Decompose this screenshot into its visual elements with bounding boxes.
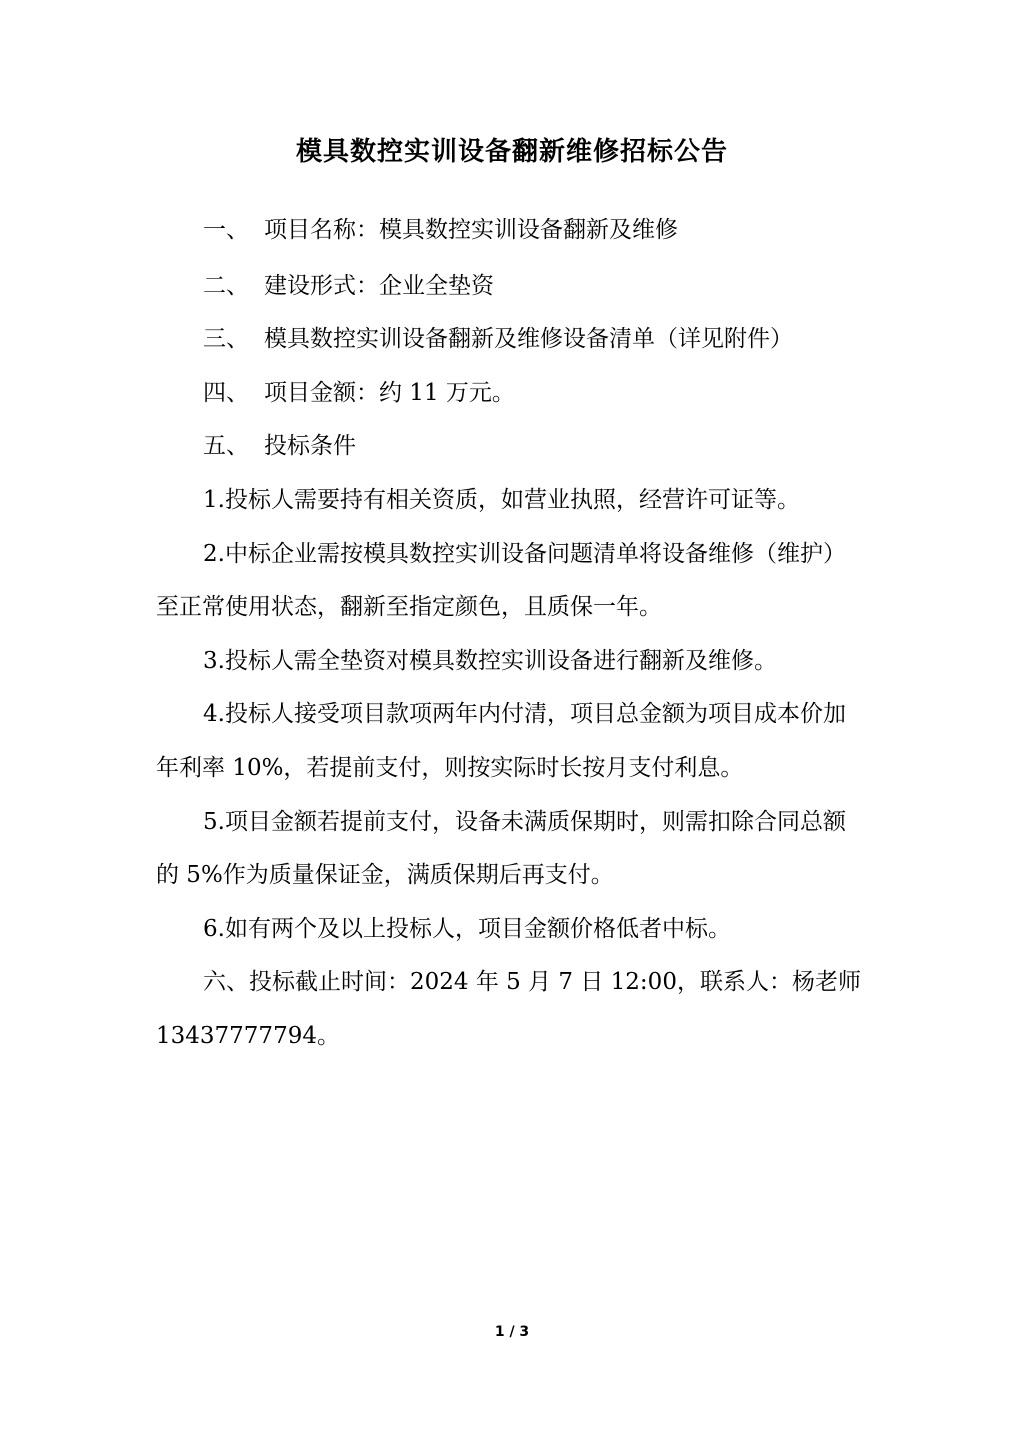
page-title: 模具数控实训设备翻新维修招标公告 [295, 137, 728, 167]
section-text: 项目金额：约 11 万元。 [264, 380, 515, 406]
condition-5-line-2: 的 5%作为质量保证金，满质保期后再支付。 [156, 862, 614, 888]
deadline-line-1: 六、投标截止时间：2024 年 5 月 7 日 12:00，联系人：杨老师 [203, 969, 861, 995]
section-number: 二、 [203, 273, 249, 299]
section-bid-conditions [203, 429, 356, 463]
deadline-line-2: 13437777794。 [156, 1023, 340, 1049]
section-construction-form [203, 269, 494, 303]
condition-6: 6.如有两个及以上投标人，项目金额价格低者中标。 [203, 916, 731, 942]
section-text: 模具数控实训设备翻新及维修设备清单（详见附件） [264, 326, 793, 352]
condition-5-line-1: 5.项目金额若提前支付，设备未满质保期时，则需扣除合同总额 [203, 809, 846, 835]
section-equipment-list [203, 322, 793, 356]
page-number: 1 / 3 [494, 1324, 530, 1340]
section-text: 项目名称：模具数控实训设备翻新及维修 [264, 217, 678, 243]
condition-3: 3.投标人需全垫资对模具数控实训设备进行翻新及维修。 [203, 648, 777, 674]
condition-4-line-2: 年利率 10%，若提前支付，则按实际时长按月支付利息。 [156, 755, 744, 781]
section-number: 三、 [203, 326, 249, 352]
condition-1: 1.投标人需要持有相关资质，如营业执照，经营许可证等。 [203, 487, 800, 513]
section-project-name [203, 213, 678, 247]
condition-2-line-2: 至正常使用状态，翻新至指定颜色，且质保一年。 [156, 594, 662, 620]
section-number: 一、 [203, 217, 249, 243]
section-text: 建设形式：企业全垫资 [264, 273, 494, 299]
section-project-amount [203, 376, 515, 410]
condition-4-line-1: 4.投标人接受项目款项两年内付清，项目总金额为项目成本价加 [203, 701, 846, 727]
condition-2-line-1: 2.中标企业需按模具数控实训设备问题清单将设备维修（维护） [203, 541, 846, 567]
section-text: 投标条件 [264, 433, 356, 459]
section-number: 四、 [203, 380, 249, 406]
section-number: 五、 [203, 433, 249, 459]
